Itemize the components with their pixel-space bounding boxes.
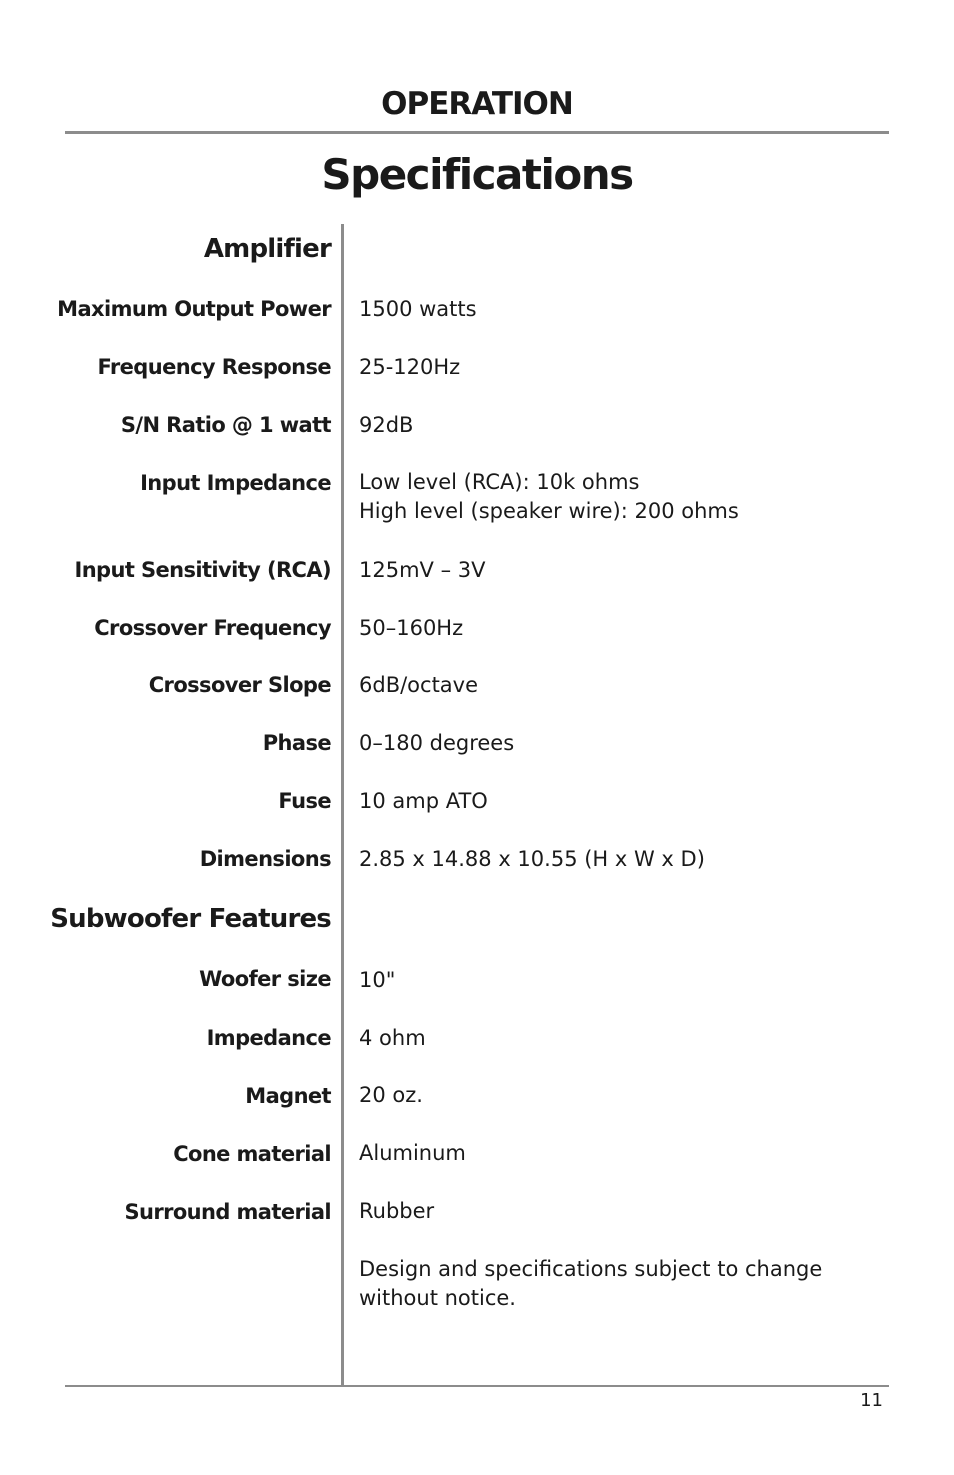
subwoofer-heading: Subwoofer Features: [50, 904, 331, 934]
spec-value: Low level (RCA): 10k ohms: [359, 470, 640, 494]
spec-label: Woofer size: [199, 967, 331, 991]
spec-value: 0–180 degrees: [359, 731, 515, 755]
spec-value: 125mV – 3V: [359, 558, 486, 582]
column-divider: [341, 224, 344, 1386]
spec-label: Crossover Slope: [148, 673, 331, 697]
bottom-rule: [65, 1385, 889, 1387]
amplifier-heading: Amplifier: [203, 234, 331, 264]
spec-value: Rubber: [359, 1199, 435, 1223]
spec-label: Fuse: [278, 789, 331, 813]
spec-value: 2.85 x 14.88 x 10.55 (H x W x D): [359, 847, 705, 871]
page-number: 11: [860, 1390, 883, 1411]
spec-value: 50–160Hz: [359, 616, 464, 640]
spec-value: 92dB: [359, 413, 414, 437]
spec-value: 25-120Hz: [359, 355, 461, 379]
spec-value: Aluminum: [359, 1141, 466, 1165]
page-title: Specifications: [321, 150, 633, 199]
spec-value: 20 oz.: [359, 1083, 423, 1107]
spec-value: 6dB/octave: [359, 673, 479, 697]
section-header: OPERATION: [381, 86, 573, 122]
spec-value: 4 ohm: [359, 1026, 426, 1050]
spec-label: Phase: [262, 731, 331, 755]
spec-label: Input Sensitivity (RCA): [74, 558, 331, 582]
spec-label: Surround material: [124, 1200, 331, 1224]
spec-label: S/N Ratio @ 1 watt: [120, 413, 331, 437]
spec-value: 10 amp ATO: [359, 789, 488, 813]
spec-value: 1500 watts: [359, 297, 477, 321]
spec-label: Magnet: [245, 1084, 331, 1108]
footnote: Design and specifications subject to change without notice.: [359, 1257, 823, 1310]
spec-label: Frequency Response: [97, 355, 331, 379]
spec-label: Dimensions: [199, 847, 331, 871]
spec-value: 10": [359, 968, 396, 992]
spec-label: Input Impedance: [140, 471, 331, 495]
spec-label: Cone material: [173, 1142, 331, 1166]
spec-value-line2: High level (speaker wire): 200 ohms: [359, 499, 739, 523]
spec-label: Crossover Frequency: [94, 616, 331, 640]
spec-label: Impedance: [206, 1026, 331, 1050]
top-rule: [65, 131, 889, 134]
spec-label: Maximum Output Power: [57, 297, 331, 321]
